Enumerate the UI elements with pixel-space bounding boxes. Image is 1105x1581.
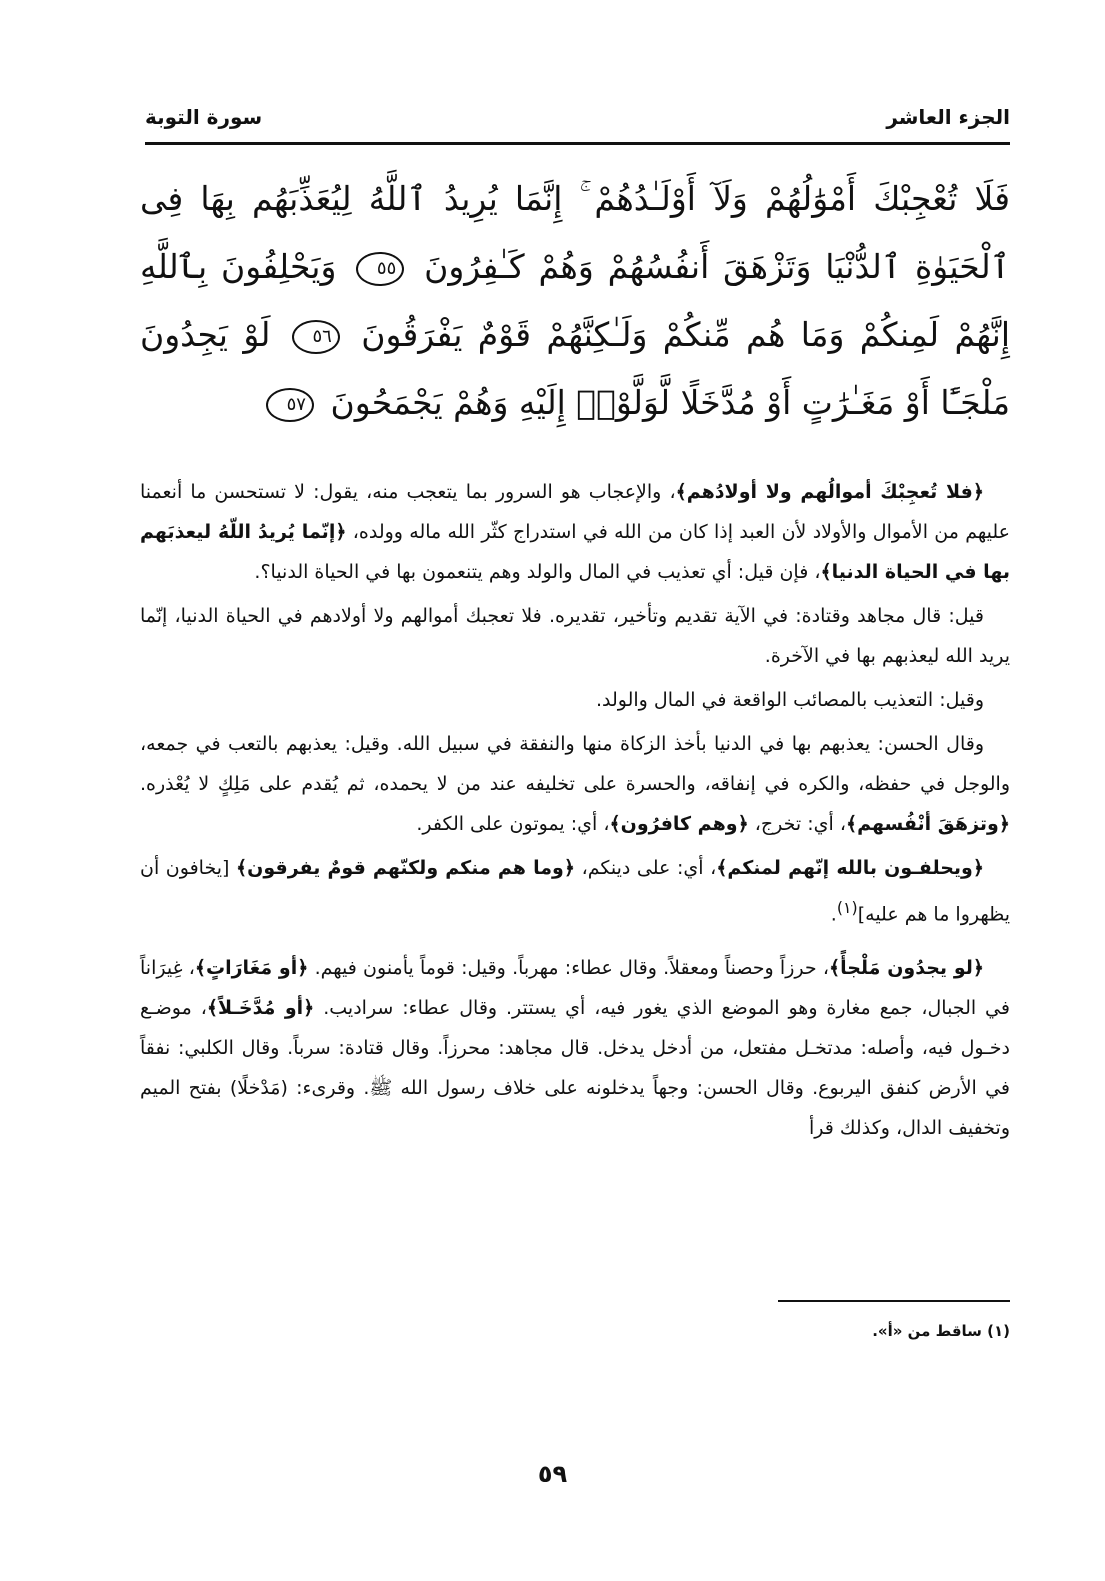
text: ، أي: على دينكم، bbox=[581, 857, 717, 879]
quote: ﴿وهم كافرُون﴾ bbox=[609, 813, 749, 835]
quote: ﴿ويحلفـون بالله إنّهم لمنكم﴾ bbox=[716, 857, 984, 879]
verse-56-text: وَيَحْلِفُونَ بِٱللَّهِ إِنَّهُمْ لَمِنكُمْ وَمَا هُم مِّنكُمْ وَلَـٰكِنَّهُمْ قَوْمٌ يَفْرَقُونَ bbox=[140, 247, 1010, 354]
quote: ﴿فلا تُعجِبْكَ أموالُهم ولا أولادُهم﴾ bbox=[675, 481, 984, 503]
text: ، غِيرَاناً في الجبال، جمع مغارة وهو الموضع الذي يغور فيه، أي يستتر. وقال عطاء: سراديب. bbox=[140, 957, 1010, 1020]
paragraph bbox=[140, 724, 1010, 844]
page-number: ٥٩ bbox=[537, 1460, 568, 1488]
ayah-number-56: ٥٦ bbox=[292, 320, 340, 354]
quote: ﴿إنّما يُريدُ اللّهُ ليعذبَهم بها في الحياة الدنيا﴾ bbox=[140, 521, 1010, 583]
verse-57-text: لَوْ يَجِدُونَ مَلْجَـًٔا أَوْ مَغَـٰرَٰتٍ أَوْ مُدَّخَلًا لَّوَلَّوْا۟ إِلَيْهِ وَهُمْ يَجْمَحُونَ bbox=[140, 315, 1010, 422]
page-header bbox=[145, 100, 1010, 134]
text: وقيل: التعذيب بالمصائب الواقعة في المال والولد. bbox=[596, 689, 984, 711]
text: ، موضـع دخـول فيه، وأصله: مدتخـل مفتعل، من أدخل يدخل. قال مجاهد: محرزاً. وقال قتادة: سرباً. وقال الكلبي: نفقاً في الأرض كنفق اليربوع. وقال الحسن: وجهاً يدخلونه على خلاف رسول الله ﷺ. وقرىء: (مَدْخلًا) بفتح الميم وتخفيف الدال، وكذلك قرأ bbox=[140, 997, 1010, 1140]
header-divider bbox=[145, 142, 1010, 145]
text: ، والإعجاب هو السرور بما يتعجب منه، يقول: لا تستحسن ما أنعمنا عليهم من الأموال والأولاد لأن العبد إذا كان من الله في استدراج كثّر الله ماله وولده، bbox=[140, 481, 1010, 543]
verse-55-text: فَلَا تُعْجِبْكَ أَمْوَٰلُهُمْ وَلَآ أَوْلَـٰدُهُمْ ۚ إِنَّمَا يُرِيدُ ٱللَّهُ لِيُعَذِّبَهُم بِهَا فِى ٱلْحَيَوٰةِ ٱلدُّنْيَا وَتَزْهَقَ أَنفُسُهُمْ وَهُمْ كَـٰفِرُونَ bbox=[140, 179, 1011, 286]
text: [يخافون أن يظهروا ما هم عليه] bbox=[140, 857, 1010, 926]
paragraph bbox=[140, 948, 1010, 1148]
quote: ﴿وتزهَقَ أنْفُسهم﴾ bbox=[845, 813, 1010, 835]
paragraph bbox=[140, 596, 1010, 676]
paragraph bbox=[140, 680, 1010, 720]
footnote-divider bbox=[778, 1300, 1010, 1302]
paragraph bbox=[140, 848, 1010, 934]
juz-title: الجزء العاشر bbox=[886, 105, 1010, 129]
text: ، حرزاً وحصناً ومعقلاً. وقال عطاء: مهرباً. وقيل: قوماً يأمنون فيهم. bbox=[314, 957, 829, 980]
quote: ﴿أو مُدَّخَـلاً﴾ bbox=[206, 997, 315, 1020]
ayah-number-55: ٥٥ bbox=[356, 252, 404, 286]
text: ، فإن قيل: أي تعذيب في المال والولد وهم يتنعمون بها في الحياة الدنيا؟. bbox=[254, 561, 821, 583]
quote: ﴿أو مَغَارَاتٍ﴾ bbox=[194, 957, 309, 980]
quote: ﴿وما هم منكم ولكنّهم قومٌ يفرقون﴾ bbox=[236, 857, 575, 879]
quote: ﴿لو يجدُون مَلْجأً﴾ bbox=[828, 957, 984, 980]
quran-verses bbox=[140, 165, 1010, 437]
footnote: (١) ساقط من «أ». bbox=[872, 1322, 1010, 1340]
tafsir-body bbox=[140, 472, 1010, 1152]
text: وقال الحسن: يعذبهم بها في الدنيا بأخذ الزكاة منها والنفقة في سبيل الله. وقيل: يعذبهم بالتعب في جمعه، والوجل في حفظه، والكره في إنفاقه، والحسرة على تخليفه عند من لا يحمده، ثم يُقدم على مَلِكٍ لا يُعْذره. bbox=[140, 733, 1010, 795]
footnote-ref[interactable]: (١) bbox=[836, 898, 858, 917]
paragraph bbox=[140, 472, 1010, 592]
ayah-number-57: ٥٧ bbox=[266, 388, 314, 422]
text: ، أي: تخرج، bbox=[754, 813, 846, 835]
text: قيل: قال مجاهد وقتادة: في الآية تقديم وتأخير، تقديره. فلا تعجبك أموالهم ولا أولادهم في الحياة الدنيا، إنّما يريد الله ليعذبهم بها في الآخرة. bbox=[140, 605, 1010, 667]
text: ، أي: يموتون على الكفر. bbox=[416, 813, 610, 835]
surah-title: سورة التوبة bbox=[145, 105, 263, 129]
text: . bbox=[830, 903, 837, 926]
